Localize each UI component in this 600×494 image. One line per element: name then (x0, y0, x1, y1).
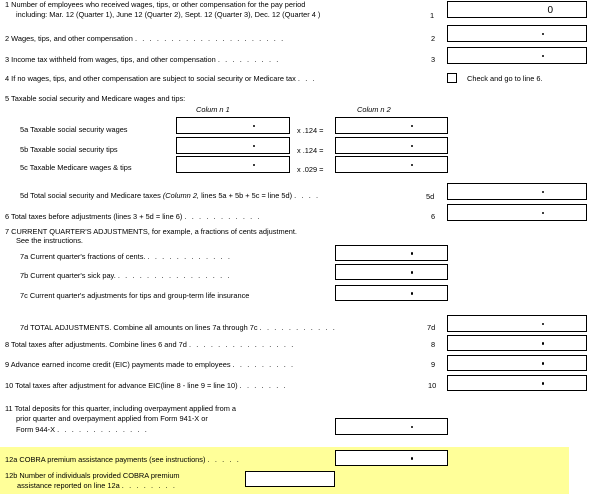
line1-label-b: including: Mar. 12 (Quarter 1), June 12 (Quarter 2), Sept. 12 (Quarter 3), Dec. 12 (Quarter 4 ) (16, 10, 321, 19)
total-taxes-after-eic-field[interactable] (447, 375, 587, 391)
line5d-label: 5d Total social security and Medicare taxes (Column 2, lines 5a + 5b + 5c = line 5d) . . . . (20, 191, 320, 200)
line3-label: 3 Income tax withheld from wages, tips, and other compensation . . . . . . . . . (5, 55, 280, 64)
line2-number: 2 (431, 34, 436, 43)
line5a-multiplier: x .124 = (297, 126, 324, 135)
line8-number: 8 (431, 340, 436, 349)
total-taxes-before-adjustments-field[interactable] (447, 204, 587, 221)
line1-number: 1 (430, 11, 435, 20)
line3-number: 3 (431, 55, 436, 64)
total-deposits-field[interactable] (335, 418, 448, 435)
line11-label-b: prior quarter and overpayment applied from Form 941-X or (16, 414, 208, 423)
decimal-dot (542, 362, 544, 364)
fractions-of-cents-field[interactable] (335, 245, 448, 261)
total-taxes-after-adjustments-field[interactable] (447, 335, 587, 351)
line12a-label: 12a COBRA premium assistance payments (see instructions) . . . . . (5, 455, 241, 464)
decimal-dot (542, 33, 544, 35)
ss-tips-field[interactable] (176, 137, 290, 154)
line5c-multiplier: x .029 = (297, 165, 324, 174)
decimal-dot (253, 145, 255, 147)
cobra-section-highlight (0, 447, 569, 494)
employees-count-value: 0 (547, 5, 553, 16)
decimal-dot (411, 164, 413, 166)
total-ss-medicare-tax-field[interactable] (447, 183, 587, 200)
column2-header: Colum n 2 (357, 105, 391, 114)
line12b-label-a: 12b Number of individuals provided COBRA premium (5, 471, 180, 480)
line8-label: 8 Total taxes after adjustments. Combine lines 6 and 7d . . . . . . . . . . . . . . . (5, 340, 295, 349)
line10-number: 10 (428, 381, 437, 390)
total-adjustments-field[interactable] (447, 315, 587, 332)
line11-label-a: 11 Total deposits for this quarter, including overpayment applied from a (5, 404, 237, 413)
line9-number: 9 (431, 360, 436, 369)
line5d-number: 5d (426, 192, 435, 201)
decimal-dot (542, 342, 544, 344)
decimal-dot (253, 125, 255, 127)
line10-label: 10 Total taxes after adjustment for advance EIC(line 8 - line 9 = line 10) . . . . . . . (5, 381, 288, 390)
line5c-label: 5c Taxable Medicare wages & tips (20, 163, 132, 172)
line7d-number: 7d (427, 323, 436, 332)
income-tax-withheld-field[interactable] (447, 47, 587, 64)
decimal-dot (411, 125, 413, 127)
decimal-dot (542, 191, 544, 193)
medicare-tax-field[interactable] (335, 156, 448, 173)
column1-header: Colum n 1 (196, 105, 230, 114)
line6-number: 6 (431, 212, 436, 221)
ss-wages-field[interactable] (176, 117, 290, 134)
medicare-wages-field[interactable] (176, 156, 290, 173)
line5b-multiplier: x .124 = (297, 146, 324, 155)
decimal-dot (411, 145, 413, 147)
wages-field[interactable] (447, 25, 587, 42)
line12b-label-b: assistance reported on line 12a . . . . . . . . (17, 481, 177, 490)
line11-label-c: Form 944-X . . . . . . . . . . . . . (16, 425, 149, 434)
no-ss-medicare-checkbox[interactable] (447, 73, 457, 83)
line7-label-b: See the instructions. (16, 236, 83, 245)
line5b-label: 5b Taxable social security tips (20, 145, 118, 154)
advance-eic-field[interactable] (447, 355, 587, 371)
decimal-dot (411, 252, 413, 254)
decimal-dot (542, 55, 544, 57)
line1-label-a: 1 Number of employees who received wages, tips, or other compensation for the pay period (5, 0, 306, 9)
decimal-dot (411, 271, 413, 273)
line5-label: 5 Taxable social security and Medicare wages and tips: (5, 94, 186, 103)
line4-check-label: Check and go to line 6. (467, 74, 543, 83)
line9-label: 9 Advance earned income credit (EIC) payments made to employees . . . . . . . . . (5, 360, 295, 369)
line5a-label: 5a Taxable social security wages (20, 125, 128, 134)
ss-wages-tax-field[interactable] (335, 117, 448, 134)
decimal-dot (542, 382, 544, 384)
line2-label: 2 Wages, tips, and other compensation . . . . . . . . . . . . . . . . . . . . . (5, 34, 285, 43)
decimal-dot (542, 212, 544, 214)
cobra-payments-field[interactable] (335, 450, 448, 466)
decimal-dot (542, 323, 544, 325)
line7c-label: 7c Current quarter's adjustments for tips and group-term life insurance (20, 291, 250, 300)
decimal-dot (411, 426, 413, 428)
line6-label: 6 Total taxes before adjustments (lines 3 + 5d = line 6) . . . . . . . . . . . (5, 212, 262, 221)
line7a-label: 7a Current quarter's fractions of cents. . . . . . . . . . . . . (20, 252, 232, 261)
line7d-label: 7d TOTAL ADJUSTMENTS. Combine all amounts on lines 7a through 7c . . . . . . . . . . . (20, 323, 337, 332)
line7-label-a: 7 CURRENT QUARTER'S ADJUSTMENTS, for example, a fractions of cents adjustment. (5, 227, 297, 236)
cobra-individuals-count-field[interactable] (245, 471, 335, 487)
decimal-dot (253, 164, 255, 166)
decimal-dot (411, 292, 413, 294)
ss-tips-tax-field[interactable] (335, 137, 448, 154)
line7b-label: 7b Current quarter's sick pay. . . . . . . . . . . . . . . . . (20, 271, 232, 280)
line4-label: 4 If no wages, tips, and other compensation are subject to social security or Medicare tax . . . (5, 74, 317, 83)
decimal-dot (411, 457, 413, 459)
sick-pay-field[interactable] (335, 264, 448, 280)
tips-group-term-adjustment-field[interactable] (335, 285, 448, 301)
employees-count-field[interactable] (447, 1, 587, 18)
